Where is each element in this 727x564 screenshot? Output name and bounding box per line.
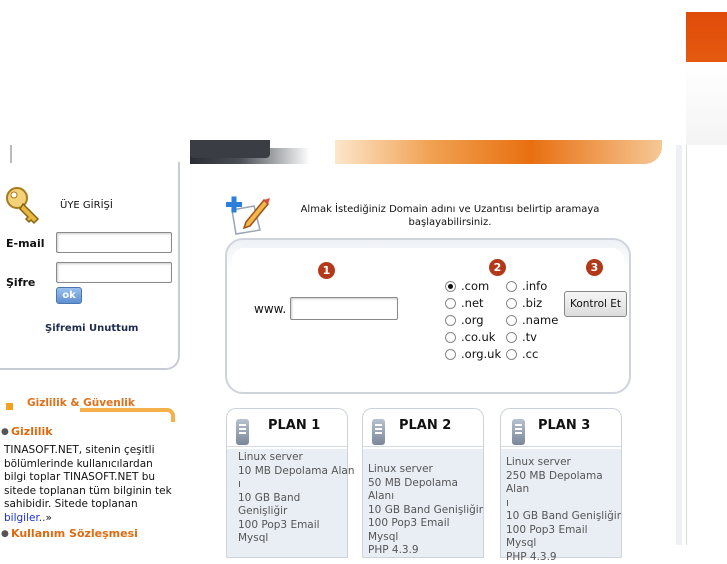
domain-intro-text: Almak İstediğiniz Domain adını ve Uzantısı belirtip aramaya başlayabilirsiniz.	[280, 203, 620, 229]
radio-cc[interactable]	[506, 349, 517, 360]
plan-name: PLAN 1	[268, 418, 320, 433]
server-icon	[512, 419, 525, 445]
privacy-text-body: TINASOFT.NET, sitenin çeşitli bölümlerinde kullanıcılardan bilgi toplar TINASOFT.NET bu sitede toplanan tüm bilginin tek sahibidir. Sitede toplanan	[4, 444, 172, 510]
ext-label-org: .org	[461, 313, 484, 327]
ext-label-com: .com	[461, 279, 489, 293]
radio-info[interactable]	[506, 281, 517, 292]
email-field[interactable]	[56, 232, 172, 253]
plan-feature: ı	[506, 497, 626, 511]
plan-feature: Linux server	[506, 456, 626, 470]
radio-biz[interactable]	[506, 298, 517, 309]
pencil-plus-icon	[224, 192, 270, 236]
login-ok-button[interactable]: ok	[56, 287, 82, 304]
privacy-title[interactable]: Gizlilik	[11, 425, 53, 438]
ext-label-co-uk: .co.uk	[461, 330, 495, 344]
plan-feature: Mysql	[368, 531, 486, 545]
bullet-icon: ●	[1, 529, 9, 539]
plan-feature: Linux server	[238, 451, 356, 465]
plan-feature: 10 GB Band Genişliğir	[368, 504, 486, 518]
radio-tv[interactable]	[506, 332, 517, 343]
banner-orange-swoosh	[335, 140, 662, 164]
side-banner	[686, 0, 727, 145]
domain-input[interactable]	[290, 297, 398, 320]
server-icon	[372, 419, 385, 445]
privacy-text	[4, 444, 176, 525]
radio-co-uk[interactable]	[445, 332, 456, 343]
plan-feature: PHP 4.3.9	[506, 551, 626, 564]
plan-features	[506, 456, 626, 564]
radio-net[interactable]	[445, 298, 456, 309]
radio-name[interactable]	[506, 315, 517, 326]
plan-feature: PHP 4.3.9	[368, 544, 486, 558]
radio-org[interactable]	[445, 315, 456, 326]
plan-feature: 100 Pop3 Email	[506, 524, 626, 538]
step-2-badge: 2	[489, 259, 506, 276]
ext-label-net: .net	[461, 296, 484, 310]
key-icon	[4, 185, 44, 227]
ext-label-org-uk: .org.uk	[461, 347, 501, 361]
plan-feature: 250 MB Depolama Alan	[506, 470, 626, 497]
section-bullet-icon	[6, 403, 13, 410]
plan-features	[368, 463, 486, 558]
radio-org-uk[interactable]	[445, 349, 456, 360]
plan-feature: ı	[238, 478, 356, 492]
plan-feature: 10 GB Band Genişliğir	[506, 510, 626, 524]
www-label: www.	[254, 302, 286, 316]
plan-feature: Mysql	[238, 532, 356, 546]
plan-name: PLAN 2	[399, 418, 451, 433]
radio-com[interactable]	[445, 281, 456, 292]
plan-name: PLAN 3	[538, 418, 590, 433]
step-1-badge: 1	[318, 262, 335, 279]
ext-label-biz: .biz	[522, 296, 542, 310]
plan-feature: 10 MB Depolama Alan	[238, 465, 356, 479]
double-chevron-icon: »	[46, 512, 52, 524]
step-3-badge: 3	[586, 259, 603, 276]
ext-label-info: .info	[522, 279, 547, 293]
plan-feature: Linux server	[368, 463, 486, 477]
ext-label-cc: .cc	[522, 347, 538, 361]
terms-title[interactable]: Kullanım Sözleşmesi	[11, 527, 138, 540]
plan-feature: 10 GB Band	[238, 492, 356, 506]
plan-features	[238, 451, 356, 546]
plan-feature: 100 Pop3 Email	[368, 517, 486, 531]
email-label: E-mail	[6, 237, 45, 250]
banner-server-image	[190, 140, 270, 158]
ext-label-tv: .tv	[522, 330, 537, 344]
section-header-line	[80, 408, 175, 422]
plan-feature: 100 Pop3 Email	[238, 519, 356, 533]
bullet-icon: ●	[1, 427, 9, 437]
password-field[interactable]	[56, 262, 172, 283]
plan-feature: Genişliğir	[238, 505, 356, 519]
plan-feature: 50 MB Depolama Alanı	[368, 477, 486, 504]
ext-label-name: .name	[522, 313, 558, 327]
plan-feature: Mysql	[506, 537, 626, 551]
login-title: ÜYE GİRİŞİ	[60, 200, 113, 211]
server-icon	[236, 419, 249, 445]
check-domain-button[interactable]: Kontrol Et	[564, 291, 627, 317]
section-title: Gizlilik & Güvenlik	[27, 397, 135, 409]
password-label: Şifre	[6, 276, 35, 289]
right-margin	[686, 145, 727, 545]
divider	[10, 145, 12, 163]
privacy-more-link[interactable]: bilgiler..	[4, 512, 46, 524]
scroll-gutter	[676, 145, 682, 545]
forgot-password-link[interactable]: Şifremi Unuttum	[45, 323, 138, 334]
